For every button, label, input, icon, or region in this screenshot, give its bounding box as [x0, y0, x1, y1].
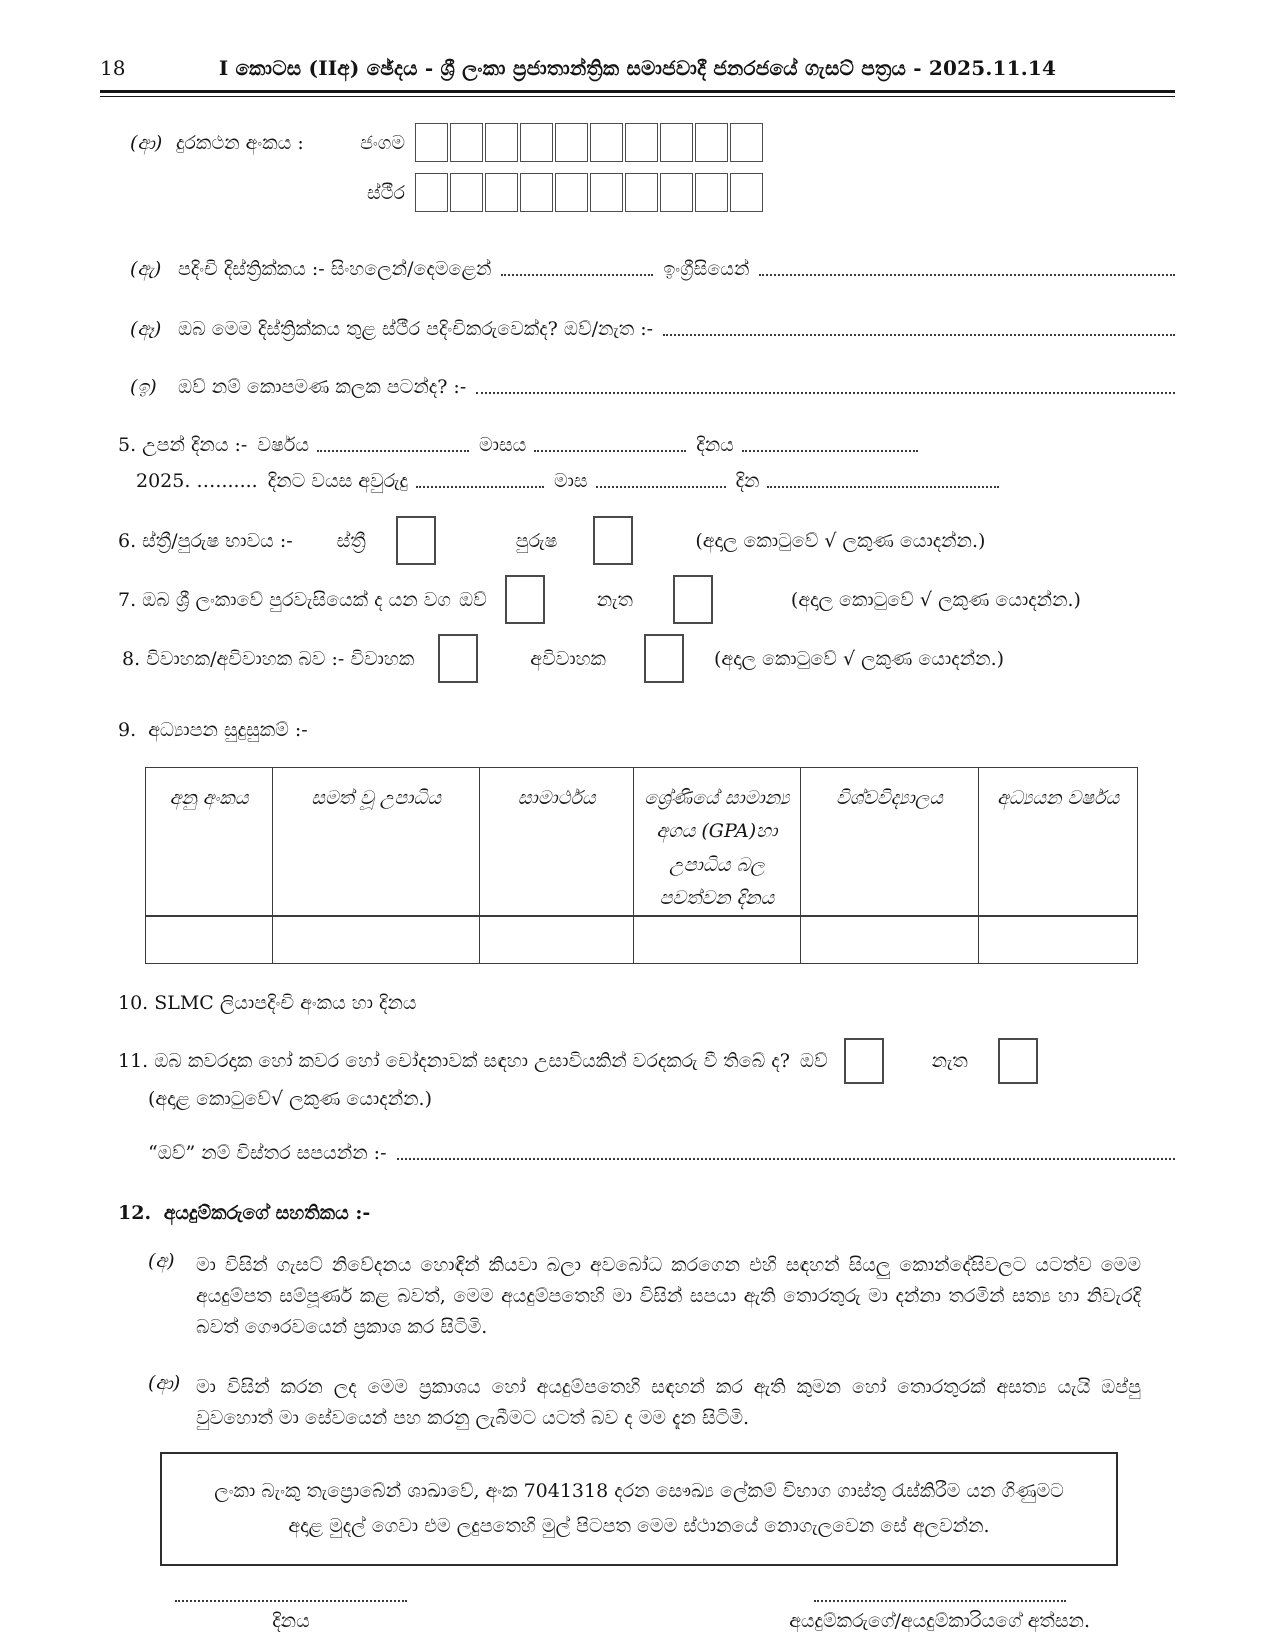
checkbox-unmarried[interactable] [644, 634, 684, 683]
certification-para-b-text: මා විසින් කරන ලද මෙම ප්‍රකාශය හෝ අයදුම්පතෙහි සඳහන් කර ඇති කුමන හෝ තොරතුරක් අසත්‍ය යැයි ඔප්පු වුවහොත් මා සේවයෙන් පහ කරනු ලැබීමට යටත් බව ද මම දැන සිටිමි. [196, 1376, 1141, 1430]
fixed-number-boxes [415, 173, 1175, 212]
birthdate-label: උපන් දිනය :- [142, 434, 248, 456]
conviction-label: ඔබ කවරදාක හෝ කවර හෝ චෝදනාවක් සඳහා උසාවියකින් වරදකරු වී තිබේ ද? [154, 1050, 790, 1072]
page-header [100, 56, 1175, 84]
fill-line[interactable] [397, 1158, 1175, 1160]
col-degree-passed: සමත් වූ උපාධිය [272, 768, 479, 917]
fill-line[interactable] [501, 274, 653, 276]
phone-digit-box[interactable] [485, 123, 518, 162]
citizen-label: ඔබ ශ්‍රී ලංකාවේ පුරවැසියෙක් ද යන වග [142, 588, 451, 611]
table-cell[interactable] [146, 916, 273, 964]
certification-para-a-text: මා විසින් ගැසට් නිවේදනය හොඳින් කියවා බලා අවබෝධ කරගෙන එහි සඳහන් සියලු කොන්දේසිවලට යටත්ව මෙම අයදුම්පත සම්පූර්ණ කළ බවත්, මෙම අයදුම්පතෙහි මා විසින් සපයා ඇති තොරතුරු මා දන්නා තරමින් සත්‍ය හා නිවැරදි බවත් ගෞරවයෙන් ප්‍රකාශ කර සිටිමි. [196, 1254, 1141, 1338]
phone-digit-box[interactable] [730, 173, 763, 212]
signature-label: අයදුම්කරුගේ/අයදුම්කාරියගේ අත්සන. [789, 1610, 1090, 1632]
mobile-number-boxes [415, 123, 1175, 162]
citizen-question [118, 575, 1175, 624]
fill-line[interactable] [596, 486, 726, 488]
conviction-question [118, 1038, 1175, 1084]
yes-label: ඔව් [459, 588, 487, 611]
fill-line[interactable] [416, 486, 544, 488]
table-cell[interactable] [634, 916, 801, 964]
phone-digit-box[interactable] [415, 173, 448, 212]
fixed-label: ස්ථීර [366, 181, 405, 204]
male-label: පුරුෂ [515, 529, 558, 552]
phone-digit-box[interactable] [695, 123, 728, 162]
phone-digit-box[interactable] [555, 173, 588, 212]
certification-heading [118, 1202, 1175, 1224]
age-line [136, 470, 1175, 492]
conviction-detail-label: “ඔව්” නම් විස්තර සපයන්න :- [148, 1142, 387, 1164]
phone-digit-box[interactable] [625, 123, 658, 162]
item-number: 9. [118, 719, 137, 741]
resident-label: ඔබ මෙම දිස්ත්‍රික්කය තුළ ස්ථීර පදිංචිකරුවෙක්ද? ඔව්/නැත :- [178, 318, 654, 340]
slmc-label: SLMC ලියාපදිංචි අංකය හා දිනය [154, 992, 417, 1014]
fill-line[interactable] [317, 450, 469, 452]
certification-para-a [148, 1250, 1175, 1342]
telephone-section [130, 123, 1175, 212]
date-signature-block [175, 1600, 407, 1632]
date-fill-line[interactable] [175, 1600, 407, 1602]
checkbox-female[interactable] [396, 516, 436, 565]
item-number: 11. [118, 1050, 149, 1072]
item-number: 10. [118, 992, 149, 1014]
age-label: දිනට වයස අවුරුදු [267, 470, 408, 492]
phone-digit-box[interactable] [485, 173, 518, 212]
no-label: නැත [931, 1050, 968, 1072]
mobile-label: ජංගම [360, 131, 405, 154]
item-number: 8. [122, 647, 141, 670]
tick-note: (අදාල කොටුවේ √ ලකුණ යොදන්න.) [713, 647, 1005, 670]
phone-digit-box[interactable] [415, 123, 448, 162]
item-number: 7. [118, 588, 137, 611]
slmc-line [118, 992, 1175, 1014]
marital-label: විවාහක/අවිවාහක බව :- විවාහක [146, 647, 415, 670]
district-label: පදිංචි දිස්ත්‍රික්කය :- සිංහලෙන්/දෙමළෙන් [178, 258, 492, 280]
marital-question [122, 634, 1175, 683]
phone-digit-box[interactable] [625, 173, 658, 212]
gender-label: ස්ත්‍රී/පුරුෂ භාවය :- [142, 529, 293, 552]
header-rule [100, 90, 1175, 97]
checkbox-citizen-no[interactable] [673, 575, 713, 624]
since-label: ඔව් නම් කොපමණ කලක පටන්ද? :- [178, 376, 467, 398]
table-cell[interactable] [480, 916, 634, 964]
col-university: විශ්වවිද්‍යාලය [800, 768, 979, 917]
yes-label: ඔව් [799, 1050, 828, 1072]
phone-digit-box[interactable] [450, 173, 483, 212]
item-number: 5. [118, 434, 137, 456]
phone-digit-box[interactable] [590, 123, 623, 162]
fill-line[interactable] [476, 392, 1175, 394]
fill-line[interactable] [663, 334, 1175, 336]
item-marker: (අ) [148, 1250, 175, 1272]
applicant-signature-block [789, 1600, 1090, 1632]
certification-para-b [148, 1372, 1175, 1434]
fill-line[interactable] [742, 450, 918, 452]
item-marker: (ඈ) [130, 318, 162, 340]
resident-question [130, 318, 1175, 340]
month-label: මාසය [479, 434, 527, 456]
fill-line[interactable] [767, 486, 999, 488]
checkbox-citizen-yes[interactable] [505, 575, 545, 624]
item-number: 12. [118, 1202, 152, 1224]
page-number: 18 [100, 56, 126, 80]
item-number: 6. [118, 529, 137, 552]
day-label: දිනය [696, 434, 734, 456]
education-heading [118, 719, 1175, 741]
table-cell[interactable] [979, 916, 1138, 964]
fill-line[interactable] [759, 274, 1175, 276]
district-question [130, 258, 1175, 280]
fill-line[interactable] [534, 450, 686, 452]
col-study-year: අධ්‍යයන වර්ෂය [979, 768, 1138, 917]
signature-section [175, 1600, 1090, 1632]
tick-note: (අදාල කොටුවේ √ ලකුණ යොදන්න.) [790, 588, 1081, 611]
tick-note: (අදාල කොටුවේ √ ලකුණ යොදන්න.) [695, 529, 986, 552]
age-prefix: 2025. …....... [136, 470, 258, 492]
fixed-label-row [130, 173, 415, 212]
since-question [130, 376, 1175, 398]
item-marker: (ආ) [130, 131, 163, 154]
col-gpa-effective-date: ශ්‍රේණියේ සාමාන්‍ය අගය (GPA)හා උපාධිය බල පවත්වන දිනය [634, 768, 801, 917]
education-table-header-row [146, 768, 1138, 917]
bank-payment-note-text: ලංකා බැංකු තැප්‍රොබේන් ශාඛාවේ, අංක 7041318 දරන සෞඛ්‍ය ලේකම් විභාග ගාස්තු රැස්කිරීම යන ගිණුමට අදාළ මුදල් ගෙවා එම ලදුපතෙහි මුල් පිටපත මෙම ස්ථානයේ නොගැලවෙන සේ අලවන්න. [214, 1479, 1064, 1537]
no-label: නැත [596, 588, 633, 611]
phone-digit-box[interactable] [555, 123, 588, 162]
item-marker: (ඉ) [130, 376, 157, 398]
col-serial-no: අනු අංකය [146, 768, 273, 917]
certification-label: අයදුම්කරුගේ සහතිකය :- [163, 1202, 371, 1224]
district-english-label: ඉංග්‍රීසියෙන් [663, 258, 750, 280]
phone-digit-box[interactable] [660, 123, 693, 162]
checkbox-married[interactable] [438, 634, 478, 683]
conviction-tick-note: (අදාළ කොටුවේ√ ලකුණ යොදන්න.) [148, 1088, 433, 1110]
birthdate-line [118, 434, 1175, 456]
education-table [145, 767, 1138, 964]
phone-digit-box[interactable] [590, 173, 623, 212]
col-result: සාමාර්ථය [480, 768, 634, 917]
checkbox-conviction-yes[interactable] [844, 1038, 884, 1084]
year-label: වර්ෂය [257, 434, 310, 456]
date-label: දිනය [272, 1610, 310, 1632]
conviction-detail-line [148, 1142, 1175, 1164]
signature-fill-line[interactable] [814, 1600, 1066, 1602]
age-months-label: මාස [554, 470, 588, 492]
checkbox-male[interactable] [593, 516, 633, 565]
phone-digit-box[interactable] [730, 123, 763, 162]
phone-digit-box[interactable] [660, 173, 693, 212]
table-cell[interactable] [800, 916, 979, 964]
female-label: ස්ත්‍රී [336, 529, 366, 552]
phone-digit-box[interactable] [695, 173, 728, 212]
education-table-entry-row [146, 916, 1138, 964]
age-days-label: දින [735, 470, 760, 492]
checkbox-conviction-no[interactable] [998, 1038, 1038, 1084]
item-marker: (ආ) [148, 1372, 181, 1395]
telephone-label-row [130, 123, 415, 162]
unmarried-label: අවිවාහක [530, 647, 606, 670]
item-marker: (ඇ) [130, 258, 162, 280]
telephone-label: දුරකථන අංකය : [176, 131, 304, 154]
phone-digit-box[interactable] [450, 123, 483, 162]
bank-payment-note-box [160, 1452, 1118, 1566]
education-label: අධ්‍යාපන සුදුසුකම් :- [148, 719, 308, 741]
gender-question [118, 516, 1175, 565]
phone-digit-box[interactable] [520, 123, 553, 162]
table-cell[interactable] [272, 916, 479, 964]
phone-digit-box[interactable] [520, 173, 553, 212]
gazette-title: I කොටස (IIඅ) ඡේදය - ශ්‍රී ලංකා ප්‍රජාතාන්ත්‍රික සමාජවාදී ජනරජයේ ගැසට් පත්‍රය - 2025.11.14 [218, 56, 1057, 80]
